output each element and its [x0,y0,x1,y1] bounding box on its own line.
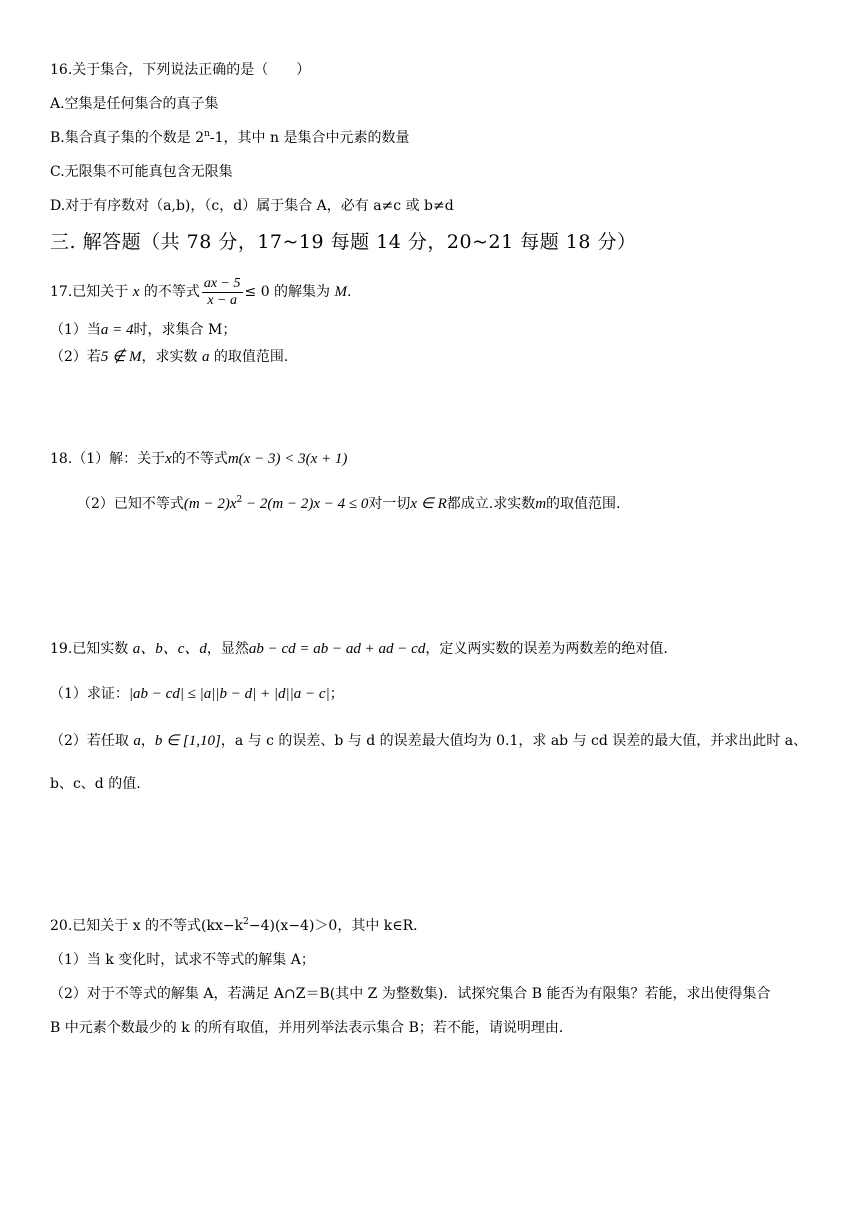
q19-part-2-post: ，a 与 c 的误差、b 与 d 的误差最大值均为 0.1，求 ab 与 cd 误差的最大值，并求出此时 a、 [220,733,808,749]
section-3-heading: 三. 解答题（共 78 分，17~19 每题 14 分，20~21 每题 18 分） [50,231,637,253]
q18-part-2-var-m: m [535,496,547,512]
q18-part-1-pre: 18.（1）解：关于 [50,451,166,467]
q16-stem: 16.关于集合，下列说法正确的是（ ） [50,62,311,78]
q19-part-2-line-2: b、c、d 的值. [50,776,141,792]
q20-part-2-line-1: （2）对于不等式的解集 A，若满足 A∩Z＝B(其中 Z 为整数集)．试探究集合 B 能否为有限集？若能，求出使得集合 [50,986,771,1002]
q16-option-b-sup: n [204,129,210,139]
q17-part-2-math: 5 ∉ M [100,349,142,365]
q17-var-x: x [132,284,140,300]
q18-part-1-var-x: x [165,451,172,467]
q20-part-1: （1）当 k 变化时，试求不等式的解集 A； [50,952,315,968]
q16-option-d: D.对于有序数对（a,b)，（c，d）属于集合 A，必有 a≠c 或 b≠d [50,198,454,214]
q20-part-2-line-2: B 中元素个数最少的 k 的所有取值，并用列举法表示集合 B；若不能，请说明理由． [50,1020,573,1036]
q18-part-1 [50,448,347,470]
q19-part-2-math: b ∈ [1,10] [154,733,221,749]
q19-stem-vars: a、b、c、d [132,641,207,657]
q17-fraction [202,276,243,309]
q17-set-m: M [334,284,348,300]
q19-part-2 [50,730,807,752]
q17-stem-ineq: ≤ 0 的解集为 [244,284,335,300]
q19-part-1-math: |ab − cd| ≤ |a||b − d| + |d||a − c| [128,686,330,702]
q17-stem-pre: 17.已知关于 [50,284,133,300]
q17-part-2-pre: （2）若 [50,349,101,365]
q20-stem [50,917,418,935]
q17-part-1 [50,321,236,339]
q17-part-2-mid: ，求实数 [141,349,202,365]
q19-stem-math: ab − cd = ab − ad + ad − cd [248,641,426,657]
q18-part-2-math-b: − 2(m − 2)x − 4 ≤ 0 [242,496,369,512]
q17-part-1-pre: （1）当 [50,322,101,338]
q19-part-1 [50,685,344,703]
q18-part-2-mid: 对一切 [368,496,411,512]
q19-stem-pre: 19.已知实数 [50,641,133,657]
q19-part-2-pre: （2）若任取 [50,733,134,749]
q16-option-b-post: -1，其中 n 是集合中元素的数量 [209,130,410,146]
q17-part-2-post: 的取值范围. [209,349,289,365]
q19-stem [50,640,668,658]
q17-fraction-denominator: x − a [207,292,238,308]
q18-part-2-math-c: x ∈ R [410,496,447,512]
q18-part-2-math-a: (m − 2)x [183,496,237,512]
q19-part-1-post: ； [329,686,344,702]
q18-part-2-post: 都成立.求实数 [446,496,536,512]
q18-part-1-mid: 的不等式 [171,451,228,467]
q17-part-1-post: 时，求集合 M； [133,322,237,338]
q17-fraction-numerator: ax − 5 [203,275,241,291]
q16-option-b [50,129,409,147]
q18-part-1-math: m(x − 3) < 3(x + 1) [227,451,348,467]
q16-option-b-pre: B.集合真子集的个数是 2 [50,130,205,146]
q20-stem-post: −4)(x−4)＞0，其中 k∈R. [248,918,418,934]
q16-option-c: C.无限集不可能真包含无限集 [50,164,233,180]
q19-part-2-comma: ， [140,733,155,749]
q18-part-2-sup: 2 [236,495,243,505]
q17-stem [50,273,351,311]
q16-option-a: A.空集是任何集合的真子集 [50,96,219,112]
q18-part-2-end: 的取值范围. [546,496,621,512]
q19-stem-mid: ，显然 [206,641,249,657]
q20-stem-pre: 20.已知关于 x 的不等式(kx−k [50,918,244,934]
q17-part-2-var-a: a [201,349,210,365]
q20-stem-sup: 2 [243,917,249,927]
q19-part-1-pre: （1）求证： [50,686,129,702]
q18-part-2 [77,493,621,515]
q18-part-2-pre: （2）已知不等式 [77,496,184,512]
q19-stem-post: ，定义两实数的误差为两数差的绝对值. [425,641,668,657]
q17-stem-mid: 的不等式 [139,284,200,300]
q19-part-2-var-a: a [133,733,141,749]
q17-part-2 [50,348,288,366]
q17-part-1-math: a = 4 [100,322,134,338]
q17-stem-end: . [347,284,352,300]
